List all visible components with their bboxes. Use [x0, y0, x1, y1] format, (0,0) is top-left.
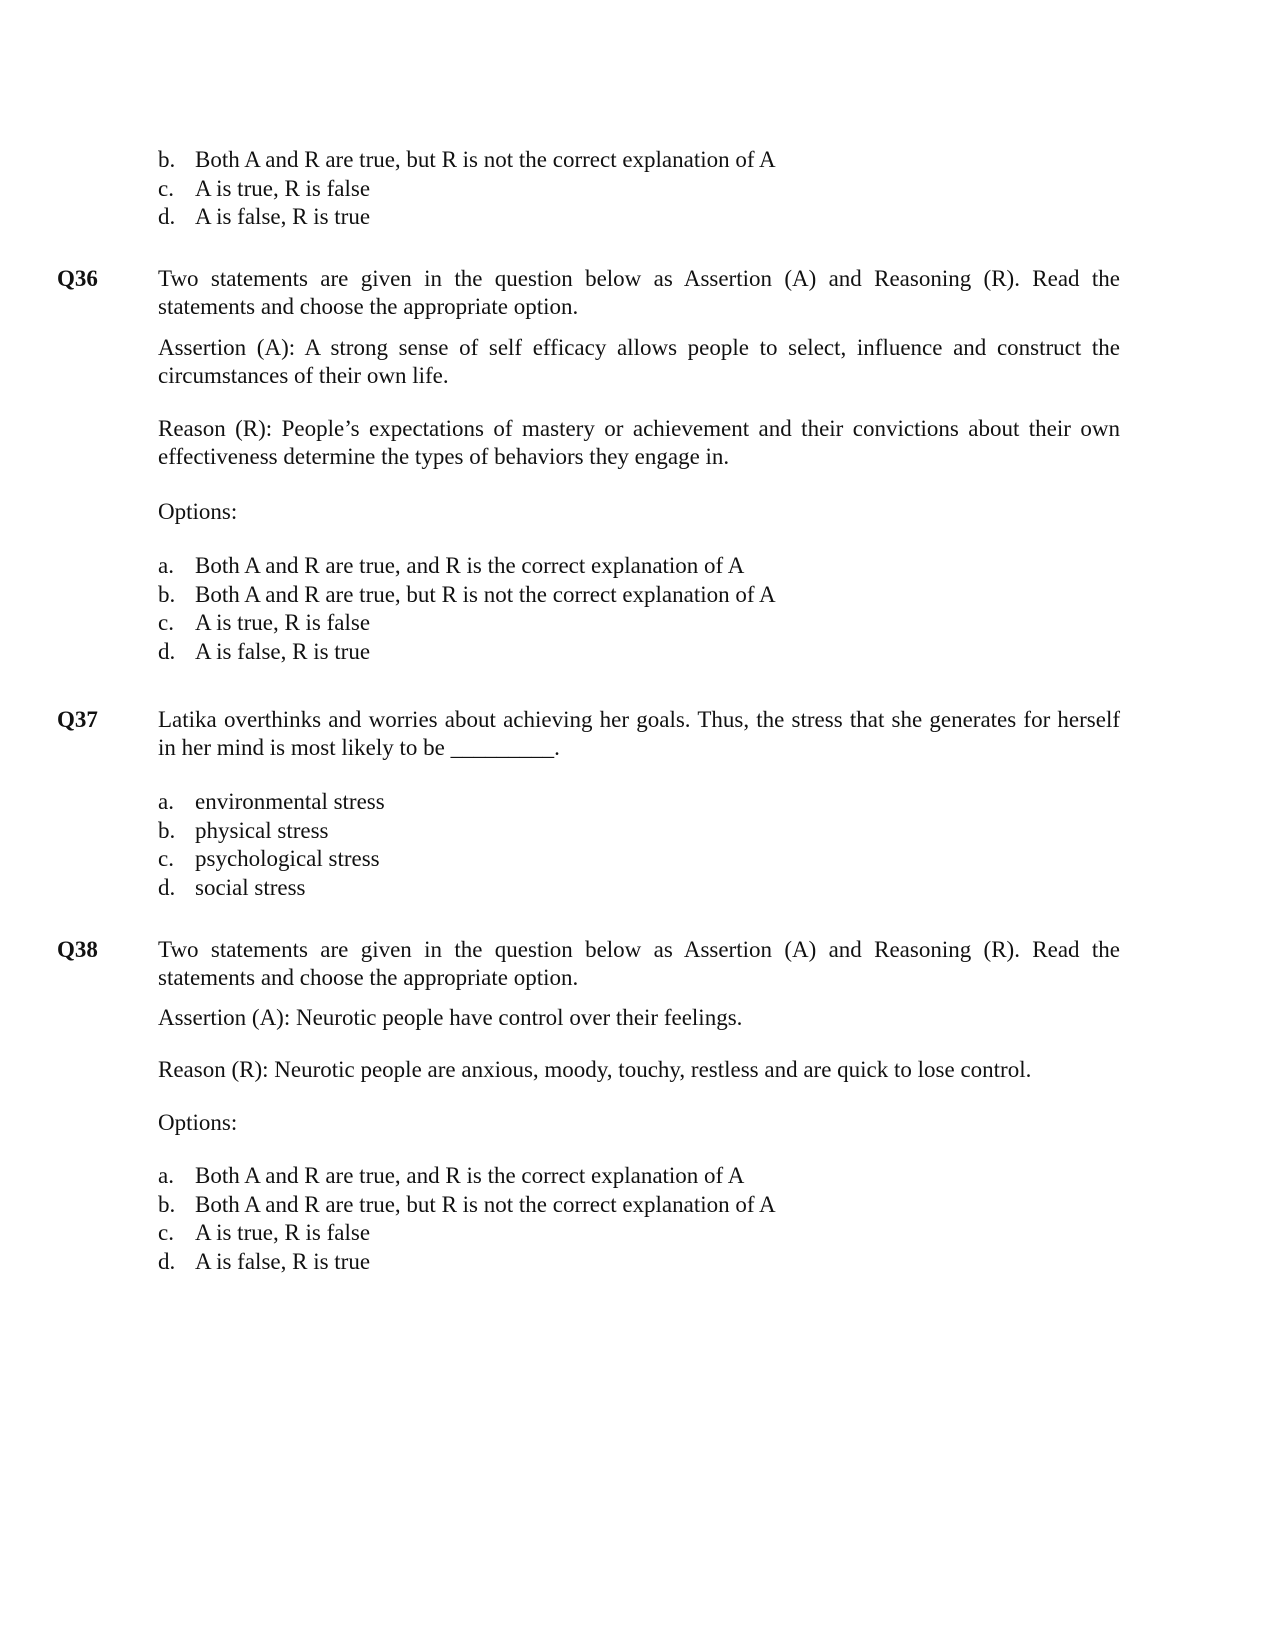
- options-list: [158, 1162, 858, 1276]
- question-stem: Latika overthinks and worries about achieving her goals. Thus, the stress that she generates for herself in her mind is most likely to be _________.: [158, 707, 1120, 760]
- option-text: Both A and R are true, and R is the correct explanation of A: [195, 1163, 745, 1188]
- reason-text: Reason (R): Neurotic people are anxious, moody, touchy, restless and are quick to lose control.: [158, 1057, 1032, 1082]
- option-item: [158, 1248, 858, 1277]
- options-list: [158, 552, 858, 666]
- option-item: [158, 552, 858, 581]
- option-text: A is false, R is true: [195, 1248, 371, 1274]
- option-item: [158, 1219, 858, 1248]
- reason-text: Reason (R): People’s expectations of mastery or achievement and their convictions about their own effectiveness determine the types of behaviors they engage in.: [158, 416, 1120, 469]
- options-label: Options:: [158, 499, 238, 524]
- option-text: Both A and R are true, and R is the correct explanation of A: [195, 553, 745, 578]
- option-letter: d.: [158, 204, 176, 229]
- question-number: Q36: [57, 266, 98, 291]
- option-item: [158, 175, 858, 204]
- option-letter: b.: [158, 581, 176, 607]
- question-stem: Two statements are given in the question below as Assertion (A) and Reasoning (R). Read the statements and choose the appropriate option.: [158, 266, 1120, 319]
- question-number: Q38: [57, 937, 98, 962]
- option-letter: d.: [158, 638, 176, 664]
- option-letter: a.: [158, 553, 174, 578]
- option-text: psychological stress: [195, 846, 380, 871]
- option-letter: c.: [158, 175, 174, 201]
- option-letter: c.: [158, 610, 174, 635]
- question-number: Q37: [57, 707, 98, 732]
- option-text: environmental stress: [195, 789, 385, 814]
- option-item: [158, 609, 858, 638]
- option-text: Both A and R are true, but R is not the correct explanation of A: [195, 581, 776, 607]
- option-letter: a.: [158, 1163, 174, 1188]
- option-letter: b.: [158, 817, 176, 843]
- option-letter: d.: [158, 874, 176, 900]
- option-item: [158, 638, 858, 667]
- option-text: A is false, R is true: [195, 204, 371, 229]
- continued-options-list: [158, 146, 858, 232]
- option-item: [158, 146, 858, 175]
- option-letter: a.: [158, 789, 174, 814]
- option-text: physical stress: [195, 817, 329, 843]
- option-item: [158, 203, 858, 232]
- option-text: Both A and R are true, but R is not the correct explanation of A: [195, 147, 776, 172]
- question-stem: Two statements are given in the question below as Assertion (A) and Reasoning (R). Read the statements and choose the appropriate option.: [158, 937, 1120, 990]
- option-item: [158, 845, 858, 874]
- option-text: social stress: [195, 874, 306, 900]
- option-item: [158, 788, 858, 817]
- assertion-text: Assertion (A): Neurotic people have control over their feelings.: [158, 1005, 743, 1030]
- option-text: A is true, R is false: [195, 175, 371, 201]
- option-letter: b.: [158, 1191, 176, 1217]
- option-item: [158, 874, 858, 903]
- option-letter: c.: [158, 1220, 174, 1245]
- option-item: [158, 1162, 858, 1191]
- options-label: Options:: [158, 1110, 238, 1135]
- assertion-text: Assertion (A): A strong sense of self efficacy allows people to select, influence and construct the circumstances of their own life.: [158, 335, 1120, 388]
- option-item: [158, 581, 858, 610]
- option-letter: b.: [158, 147, 176, 172]
- option-item: [158, 1191, 858, 1220]
- options-list: [158, 788, 858, 902]
- option-text: A is true, R is false: [195, 610, 371, 635]
- option-item: [158, 817, 858, 846]
- option-text: A is true, R is false: [195, 1220, 371, 1245]
- option-text: A is false, R is true: [195, 638, 371, 664]
- option-letter: d.: [158, 1248, 176, 1274]
- option-text: Both A and R are true, but R is not the correct explanation of A: [195, 1191, 776, 1217]
- option-letter: c.: [158, 846, 174, 871]
